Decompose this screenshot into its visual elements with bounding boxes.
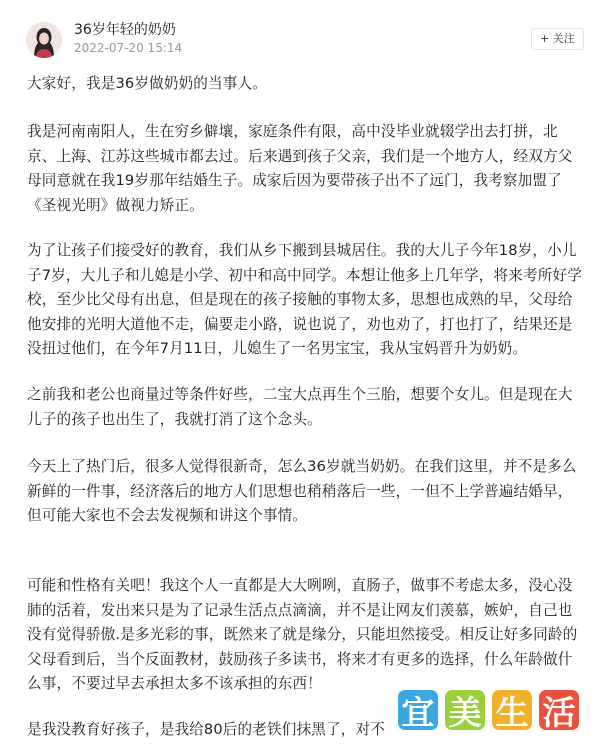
post-timestamp: 2022-07-20 15:14 (74, 41, 183, 55)
article-paragraph: 我是河南南阳人，生在穷乡僻壤，家庭条件有限，高中没毕业就辍学出去打拼，北京、上海、江苏这些城市都去过。后来遇到孩子父亲，我们是一个地方人，经双方父母同意就在我19岁那年结婚生子。成家后因为要带孩子出不了远门，我考察加盟了《圣视光明》做视力矫正。 (27, 123, 573, 214)
article-paragraph: 大家好，我是36岁做奶奶的当事人。 (27, 75, 268, 92)
watermark-char: 美 (443, 688, 487, 732)
follow-label: + 关注 (540, 32, 575, 45)
watermark-logo (396, 688, 581, 732)
avatar-image (26, 22, 62, 58)
follow-button[interactable] (531, 28, 584, 50)
watermark-char: 活 (537, 688, 581, 732)
article-paragraph: 今天上了热门后，很多人觉得很新奇，怎么36岁就当奶奶。在我们这里，并不是多么新鲜的一件事，经济落后的地方人们思想也稍稍落后一些，一但不上学普遍结婚早，但可能大家也不会去发视频和讲这个事情。 (27, 458, 577, 524)
avatar[interactable] (26, 22, 62, 58)
article-paragraph: 之前我和老公也商量过等条件好些，二宝大点再生个三胎，想要个女儿。但是现在大儿子的孩子也出生了，我就打消了这个念头。 (27, 386, 573, 428)
watermark-char: 宜 (396, 688, 440, 732)
article-paragraph: 是我没教育好孩子，是我给80后的老铁们抹黑了，对不 (27, 721, 385, 738)
article-paragraph: 为了让孩子们接受好的教育，我们从乡下搬到县城居住。我的大儿子今年18岁，小儿子7岁，大儿子和儿媳是小学、初中和高中同学。本想让他多上几年学，将来考所好学校，至少比父母有出息，但是现在的孩子接触的事物太多，思想也成熟的早，父母给他安排的光明大道他不走，偏要走小路，说也说了，劝也劝了，打也打了，结果还是没扭过他们，在今年7月11日，儿媳生了一名男宝宝，我从宝妈晋升为奶奶。 (27, 242, 582, 357)
post-header (0, 0, 600, 70)
article-paragraph: 可能和性格有关吧！我这个人一直都是大大咧咧，直肠子，做事不考虑太多，没心没肺的活着，发出来只是为了记录生活点点滴滴，并不是让网友们羡慕，嫉妒，自己也没有觉得骄傲.是多光彩的事，既然来了就是缘分，只能坦然接受。相反让好多同龄的父母看到后，当个反面教材，鼓励孩子多读书，将来才有更多的选择，什么年龄做什么事，不要过早去承担太多不该承担的东西！ (27, 577, 578, 692)
watermark-char: 生 (490, 688, 534, 732)
author-name[interactable]: 36岁年轻的奶奶 (74, 22, 176, 38)
